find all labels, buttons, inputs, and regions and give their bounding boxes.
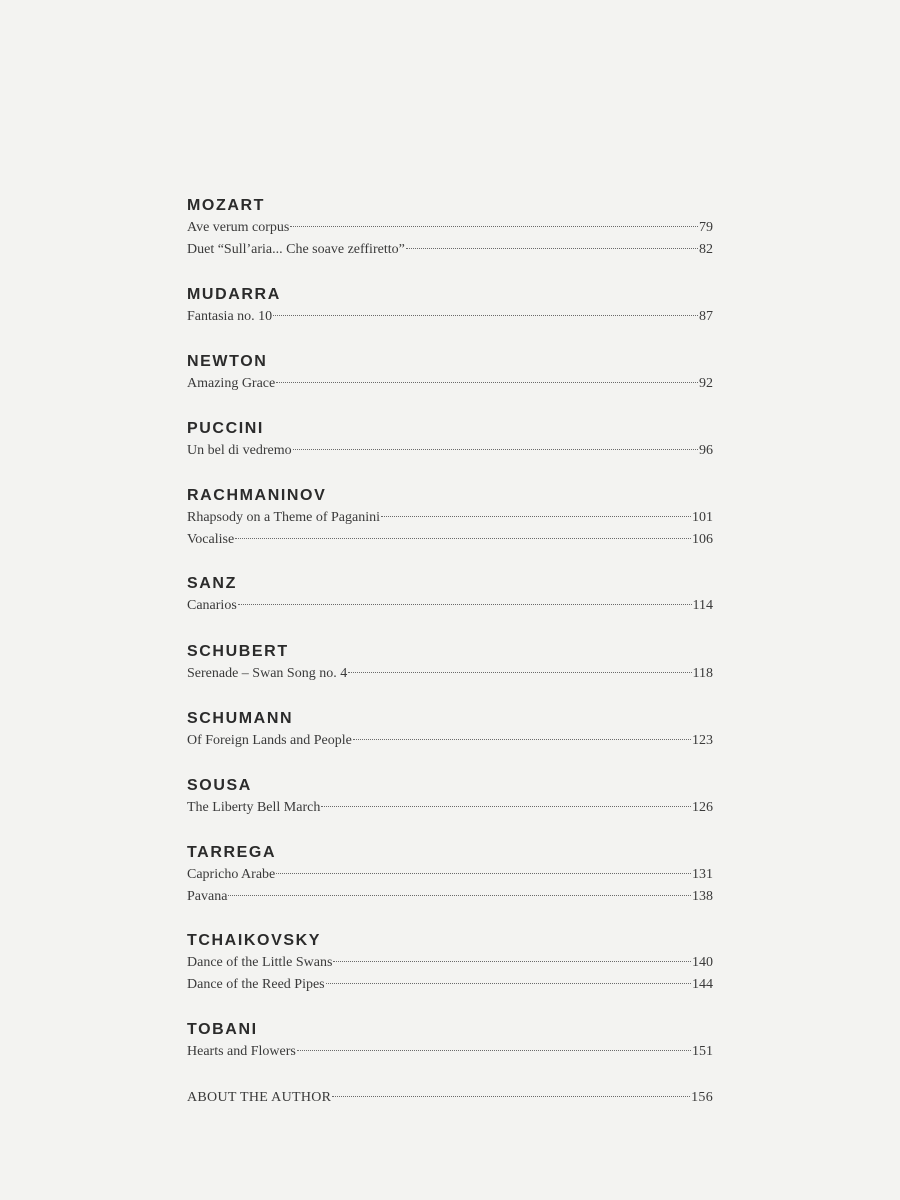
composer-heading: SCHUBERT [187,643,289,660]
dot-leader [353,739,691,740]
toc-section [187,284,713,328]
entry-page-number: 123 [692,733,713,748]
entry-title: Amazing Grace [187,376,276,391]
composer-heading: SANZ [187,575,237,592]
entry-page-number: 96 [699,443,713,458]
dot-leader [276,382,698,383]
dot-leader [276,873,691,874]
dot-leader [333,961,691,962]
entry-page-number: 140 [692,955,713,970]
dot-leader [348,672,691,673]
entry-page-number: 131 [692,867,713,882]
entry-title: Canarios [187,598,237,613]
dot-leader [321,806,691,807]
about-author-title: ABOUT THE AUTHOR [187,1090,332,1105]
toc-entry[interactable] [187,663,713,685]
entry-page-number: 106 [692,532,713,547]
toc-entry[interactable] [187,952,713,974]
toc-section [187,195,713,261]
entry-title: Dance of the Reed Pipes [187,977,325,992]
dot-leader [293,449,698,450]
entry-title: Pavana [187,889,228,904]
entry-page-number: 92 [699,376,713,391]
composer-heading: MUDARRA [187,286,281,303]
toc-entry[interactable] [187,595,713,617]
toc-entry[interactable] [187,886,713,908]
toc-section [187,842,713,908]
entry-page-number: 87 [699,309,713,324]
toc-entry[interactable] [187,1041,713,1063]
dot-leader [273,315,698,316]
toc-section [187,351,713,395]
entry-page-number: 144 [692,977,713,992]
entry-page-number: 138 [692,889,713,904]
composer-heading: SOUSA [187,777,252,794]
composer-heading: TCHAIKOVSKY [187,932,322,949]
entry-page-number: 151 [692,1044,713,1059]
entry-page-number: 126 [692,800,713,815]
dot-leader [381,516,691,517]
entry-page-number: 118 [692,666,713,681]
entry-title: Rhapsody on a Theme of Paganini [187,510,380,525]
dot-leader [238,604,692,605]
dot-leader [326,983,691,984]
toc-section [187,641,713,685]
dot-leader [235,538,691,539]
toc-section [187,1019,713,1063]
toc-entry[interactable] [187,730,713,752]
toc-entry[interactable] [187,217,713,239]
entry-title: Serenade – Swan Song no. 4 [187,666,348,681]
composer-heading: TARREGA [187,844,277,861]
composer-heading: RACHMANINOV [187,487,327,504]
entry-title: Ave verum corpus [187,220,290,235]
toc-entry[interactable] [187,974,713,996]
entry-title: Duet “Sull’aria... Che soave zeffiretto” [187,242,405,257]
toc-section [187,708,713,752]
toc-section [187,485,713,551]
about-author-page-number: 156 [691,1090,713,1105]
toc-section [187,775,713,819]
toc-section [187,573,713,617]
toc-entry[interactable] [187,797,713,819]
toc-entry[interactable] [187,529,713,551]
entry-title: Hearts and Flowers [187,1044,296,1059]
entry-page-number: 82 [699,242,713,257]
toc-entry[interactable] [187,306,713,328]
dot-leader [290,226,698,227]
entry-title: Fantasia no. 10 [187,309,273,324]
entry-title: Capricho Arabe [187,867,276,882]
dot-leader [297,1050,691,1051]
entry-page-number: 114 [692,598,713,613]
composer-heading: MOZART [187,197,266,214]
toc-entry[interactable] [187,373,713,395]
toc-entry[interactable] [187,864,713,886]
composer-heading: SCHUMANN [187,710,294,727]
entry-title: The Liberty Bell March [187,800,321,815]
entry-title: Of Foreign Lands and People [187,733,352,748]
toc-entry[interactable] [187,507,713,529]
dot-leader [228,895,691,896]
entry-page-number: 101 [692,510,713,525]
entry-title: Un bel di vedremo [187,443,292,458]
toc-entry[interactable] [187,239,713,261]
composer-heading: PUCCINI [187,420,264,437]
entry-title: Vocalise [187,532,235,547]
composer-heading: NEWTON [187,353,268,370]
composer-heading: TOBANI [187,1021,258,1038]
entry-page-number: 79 [699,220,713,235]
about-author-entry[interactable] [187,1087,713,1109]
toc-section [187,418,713,462]
toc-entry[interactable] [187,440,713,462]
dot-leader [332,1096,690,1097]
toc-section [187,930,713,996]
entry-title: Dance of the Little Swans [187,955,333,970]
dot-leader [406,248,698,249]
